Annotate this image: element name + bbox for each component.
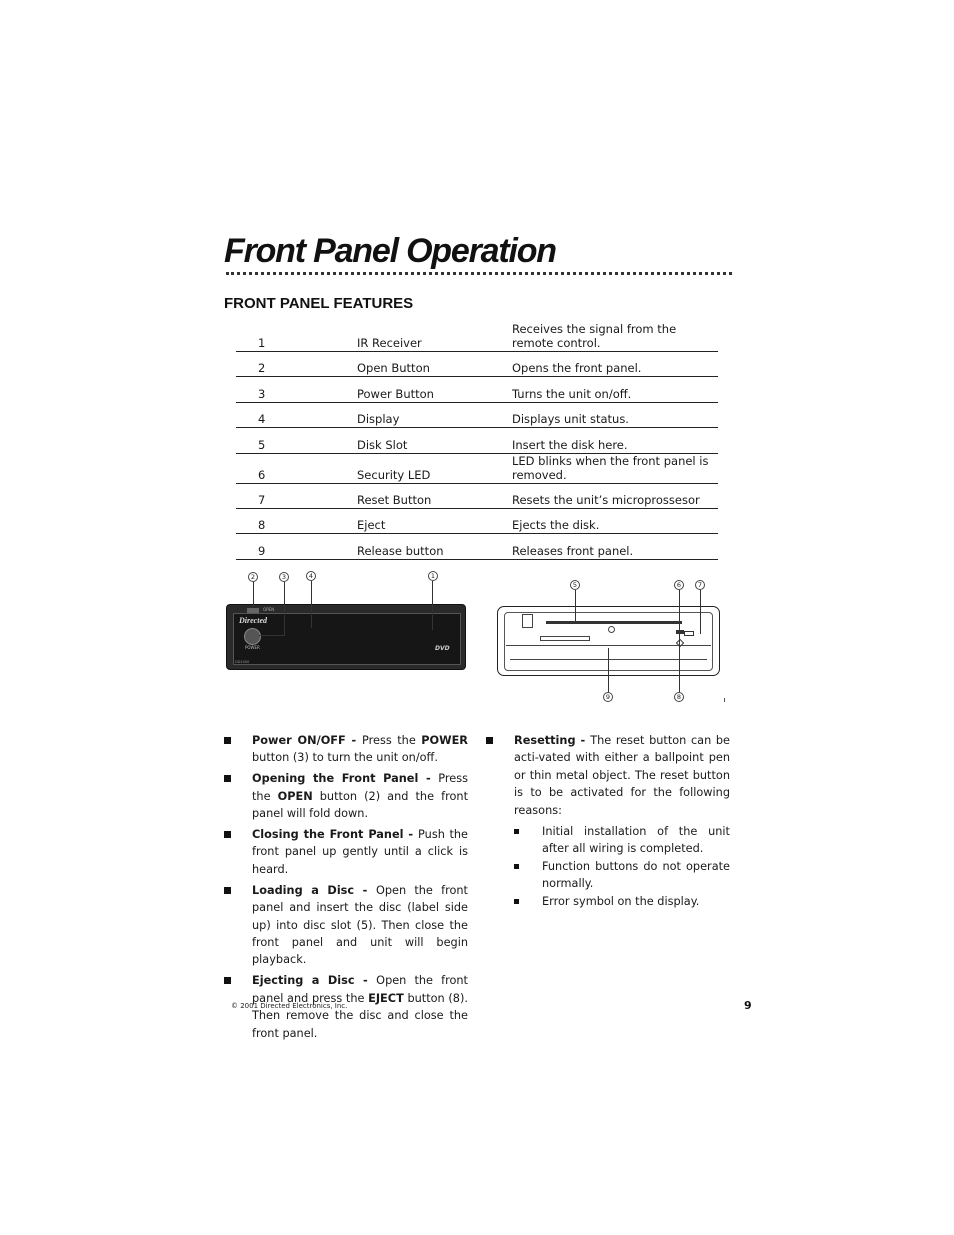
feature-num: 8 xyxy=(236,508,357,533)
slot-tab xyxy=(540,636,590,641)
reason-item xyxy=(514,893,730,910)
callout-6: 6 xyxy=(674,580,684,590)
feature-row xyxy=(236,352,718,377)
faceplate-inner xyxy=(233,613,461,665)
callout-5: 5 xyxy=(570,580,580,590)
disc-slot xyxy=(546,621,682,624)
feature-desc: Turns the unit on/off. xyxy=(512,377,718,402)
feature-row xyxy=(236,377,718,402)
instruction-text: button (2) and the front panel will fold down. xyxy=(252,789,468,821)
reason-item xyxy=(514,858,730,893)
feature-desc: Displays unit status. xyxy=(512,402,718,427)
feature-desc: Opens the front panel. xyxy=(512,352,718,377)
instruction-lead: Opening the Front Panel - xyxy=(252,772,439,786)
open-label: OPEN xyxy=(263,607,275,612)
feature-num: 7 xyxy=(236,483,357,508)
feature-desc: LED blinks when the front panel is removed. xyxy=(512,453,718,483)
open-button[interactable] xyxy=(247,608,259,613)
instruction-keyword: EJECT xyxy=(368,991,404,1005)
callout-9: 9 xyxy=(603,692,613,702)
feature-row xyxy=(236,402,718,427)
reason-item xyxy=(514,823,730,858)
instruction-item xyxy=(224,826,468,878)
reason-text: Initial installation of the unit after all wiring is completed. xyxy=(542,825,730,856)
reason-text: Error symbol on the display. xyxy=(542,894,700,908)
operation-instructions xyxy=(224,732,468,1045)
instruction-text: Push the front panel up gently until a click is heard. xyxy=(252,828,468,876)
instruction-lead: Loading a Disc - xyxy=(252,883,376,897)
feature-desc: Ejects the disk. xyxy=(512,508,718,533)
reset-text: The reset button can be acti-vated with either a ballpoint pen or thin metal object. The reset button is to be activated for the following reasons: xyxy=(514,734,730,817)
feature-name: Release button xyxy=(357,534,512,559)
feature-name: Power Button xyxy=(357,377,512,402)
feature-num: 1 xyxy=(236,322,357,352)
instruction-lead: Closing the Front Panel - xyxy=(252,828,419,842)
callout-7: 7 xyxy=(695,580,705,590)
feature-name: Disk Slot xyxy=(357,428,512,453)
front-panel-diagram xyxy=(226,568,466,672)
features-table xyxy=(236,322,718,560)
bullet-square-icon xyxy=(224,977,231,984)
instruction-text: button (3) to turn the unit on/off. xyxy=(252,751,438,765)
callout-2: 2 xyxy=(248,572,258,582)
instruction-text: Open the front panel and insert the disc (label side up) into disc slot (5). Then close the front panel and unit will begin playback. xyxy=(252,883,468,967)
reset-button[interactable] xyxy=(684,631,694,636)
page-title: Front Panel Operation xyxy=(224,232,556,270)
section-title: FRONT PANEL FEATURES xyxy=(224,295,414,312)
bullet-square-icon xyxy=(224,831,231,838)
callout-8: 8 xyxy=(674,692,684,702)
feature-row xyxy=(236,453,718,483)
bullet-square-icon xyxy=(514,899,519,904)
reason-text: Function buttons do not operate normally. xyxy=(542,859,730,891)
model-label: DD1000 xyxy=(235,660,250,664)
instruction-text: Press the xyxy=(252,772,468,803)
center-screw xyxy=(608,626,615,633)
bullet-square-icon xyxy=(514,864,519,869)
copyright-footer: © 2001 Directed Electronics, Inc. xyxy=(231,1002,348,1010)
feature-num: 2 xyxy=(236,352,357,377)
feature-name: IR Receiver xyxy=(357,322,512,352)
instruction-item xyxy=(224,770,468,822)
brand-logo: Directed xyxy=(239,616,267,625)
power-button[interactable] xyxy=(244,628,261,645)
reset-lead: Resetting - xyxy=(514,734,591,747)
feature-num: 6 xyxy=(236,453,357,483)
feature-num: 9 xyxy=(236,534,357,559)
feature-row xyxy=(236,428,718,453)
trim-mark xyxy=(724,698,725,702)
inner-chassis-diagram xyxy=(494,576,734,706)
bullet-square-icon xyxy=(486,737,493,744)
faceplate xyxy=(226,604,466,670)
instruction-text: button (8). Then remove the disc and close the front panel. xyxy=(252,991,468,1040)
reset-paragraph xyxy=(486,732,730,910)
instruction-item xyxy=(224,882,468,969)
instruction-text: Press the xyxy=(362,734,422,747)
instruction-lead: Ejecting a Disc - xyxy=(252,974,377,988)
instruction-keyword: OPEN xyxy=(277,789,313,803)
instruction-keyword: POWER xyxy=(421,734,469,747)
feature-desc: Insert the disk here. xyxy=(512,428,718,453)
feature-row xyxy=(236,483,718,508)
feature-name: Open Button xyxy=(357,352,512,377)
page-number: 9 xyxy=(744,999,752,1012)
callout-4: 4 xyxy=(306,571,316,581)
feature-row xyxy=(236,322,718,352)
feature-num: 4 xyxy=(236,402,357,427)
feature-name: Display xyxy=(357,402,512,427)
power-label: POWER xyxy=(245,645,260,650)
panel-edge xyxy=(506,645,711,646)
reset-instructions xyxy=(486,732,730,914)
feature-name: Eject xyxy=(357,508,512,533)
feature-desc: Releases front panel. xyxy=(512,534,718,559)
feature-name: Security LED xyxy=(357,453,512,483)
instruction-text: Open the front panel and press the xyxy=(252,974,468,1005)
bullet-square-icon xyxy=(514,829,519,834)
callout-1: 1 xyxy=(428,571,438,581)
feature-desc: Receives the signal from the remote control. xyxy=(512,322,718,352)
feature-num: 5 xyxy=(236,428,357,453)
bullet-square-icon xyxy=(224,737,231,744)
reset-reasons xyxy=(514,823,730,910)
feature-row xyxy=(236,534,718,559)
feature-row xyxy=(236,508,718,533)
bullet-square-icon xyxy=(224,775,231,782)
bullet-square-icon xyxy=(224,887,231,894)
feature-num: 3 xyxy=(236,377,357,402)
latch xyxy=(522,614,533,628)
instruction-lead: Power ON/OFF - xyxy=(252,734,363,747)
instruction-item xyxy=(224,732,468,767)
security-led xyxy=(676,630,684,634)
title-divider xyxy=(226,272,732,275)
callout-3: 3 xyxy=(279,572,289,582)
feature-desc: Resets the unit’s microprossesor xyxy=(512,483,718,508)
dvd-logo: DVD xyxy=(435,645,450,652)
feature-name: Reset Button xyxy=(357,483,512,508)
